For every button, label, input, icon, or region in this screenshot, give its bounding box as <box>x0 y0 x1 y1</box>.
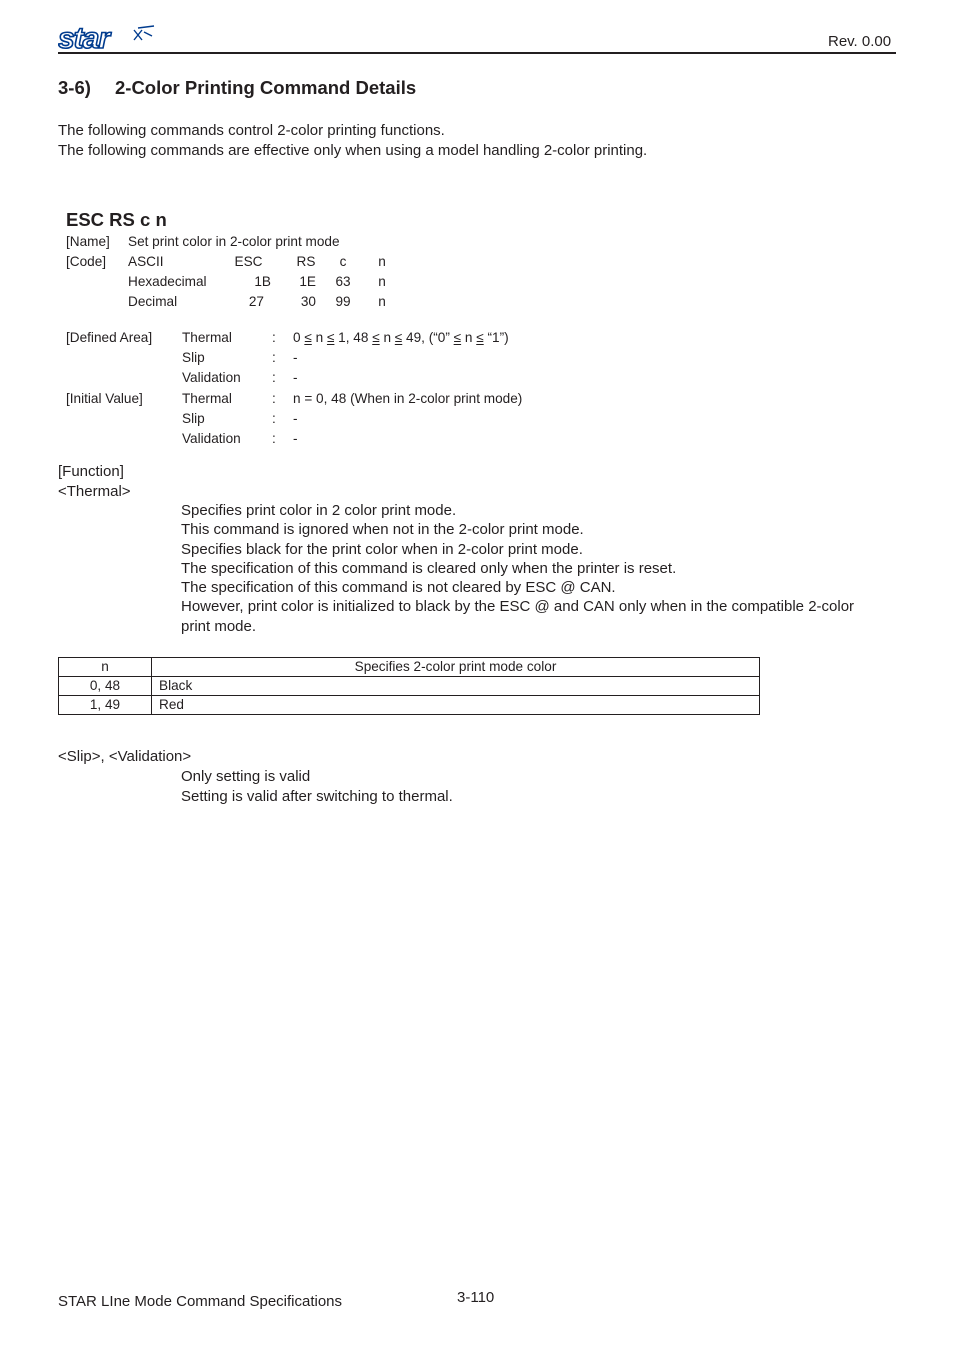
table-header-row <box>59 658 760 677</box>
code-byte: n <box>378 294 386 309</box>
description-line: This command is ignored when not in the 2-color print mode. <box>181 521 584 539</box>
defined-area-mode: Slip <box>182 350 205 365</box>
table-cell: Black <box>152 677 760 696</box>
code-row-label: Decimal <box>128 294 178 309</box>
initial-value-colon: : <box>272 411 276 426</box>
description-line: Only setting is valid <box>181 768 311 785</box>
code-byte: 27 <box>248 294 264 309</box>
table-row <box>59 696 760 715</box>
revision-label: Rev. 0.00 <box>828 33 892 50</box>
description-line: Specifies print color in 2 color print mode. <box>181 502 457 519</box>
footer-title: STAR LIne Mode Command Specifications <box>58 1293 343 1310</box>
description-line: However, print color is initialized to black by the ESC @ and CAN only when in the compatible 2-color print mode. <box>181 598 855 635</box>
table-cell: Red <box>152 696 760 715</box>
section-number: 3-6) <box>58 77 91 98</box>
name-value: Set print color in 2-color print mode <box>128 234 340 249</box>
description-line: The specification of this command is cleared only when the printer is reset. <box>181 559 677 577</box>
code-byte: 30 <box>300 294 316 309</box>
intro-text <box>58 121 647 160</box>
section-title <box>58 77 416 99</box>
thermal-description <box>181 501 881 636</box>
code-byte: ESC <box>234 254 263 269</box>
initial-value-mode: Slip <box>182 411 205 426</box>
defined-area-label: [Defined Area] <box>66 330 153 345</box>
defined-area-colon: : <box>272 330 276 345</box>
intro-line: The following commands are effective only when using a model handling 2-color printing. <box>58 141 648 159</box>
svg-text:star: star <box>58 22 110 52</box>
description-line: Specifies black for the print color when in 2-color print mode. <box>181 540 583 558</box>
initial-value-value: - <box>293 431 298 446</box>
function-label: [Function] <box>58 463 124 480</box>
code-row-label: ASCII <box>128 254 164 269</box>
page-number: 3-110 <box>457 1289 495 1306</box>
code-label: [Code] <box>66 254 107 269</box>
code-byte: c <box>339 254 347 269</box>
code-byte: 1B <box>254 274 271 289</box>
star-logo <box>58 22 158 52</box>
code-byte: n <box>378 274 386 289</box>
code-row-label: Hexadecimal <box>128 274 207 289</box>
description-line: Setting is valid after switching to thermal. <box>181 787 453 805</box>
defined-area-colon: : <box>272 370 276 385</box>
initial-value-value: - <box>293 411 298 426</box>
initial-value-mode: Validation <box>182 431 241 446</box>
defined-area-value: - <box>293 350 298 365</box>
code-byte: 99 <box>335 294 351 309</box>
slip-validation-label: <Slip>, <Validation> <box>58 748 192 765</box>
slip-description <box>181 767 453 806</box>
table-cell: 0, 48 <box>59 677 152 696</box>
defined-area-mode: Validation <box>182 370 241 385</box>
code-byte: RS <box>296 254 316 269</box>
color-table <box>58 657 760 715</box>
defined-area-value: - <box>293 370 298 385</box>
code-byte: 1E <box>299 274 316 289</box>
description-line: The specification of this command is not cleared by ESC @ CAN. <box>181 579 616 597</box>
defined-area-mode: Thermal <box>182 330 232 345</box>
code-byte: 63 <box>335 274 351 289</box>
thermal-label: <Thermal> <box>58 483 131 500</box>
command-title: ESC RS c n <box>66 209 167 230</box>
section-title-text: 2-Color Printing Command Details <box>115 77 417 98</box>
initial-value-colon: : <box>272 391 276 406</box>
table-header-cell: Specifies 2-color print mode color <box>152 658 760 677</box>
table-row <box>59 677 760 696</box>
defined-area-colon: : <box>272 350 276 365</box>
initial-value-colon: : <box>272 431 276 446</box>
table-cell: 1, 49 <box>59 696 152 715</box>
initial-value-value: n = 0, 48 (When in 2-color print mode) <box>293 391 523 406</box>
code-byte: n <box>378 254 386 269</box>
table-header-cell: n <box>59 658 152 677</box>
initial-value-mode: Thermal <box>182 391 232 406</box>
name-label: [Name] <box>66 234 110 249</box>
header-divider <box>58 52 896 54</box>
intro-line: The following commands control 2-color printing functions. <box>58 122 445 139</box>
initial-value-label: [Initial Value] <box>66 391 143 406</box>
defined-area-value: 0 ≤ n ≤ 1, 48 ≤ n ≤ 49, (“0” ≤ n ≤ “1”) <box>293 330 509 345</box>
